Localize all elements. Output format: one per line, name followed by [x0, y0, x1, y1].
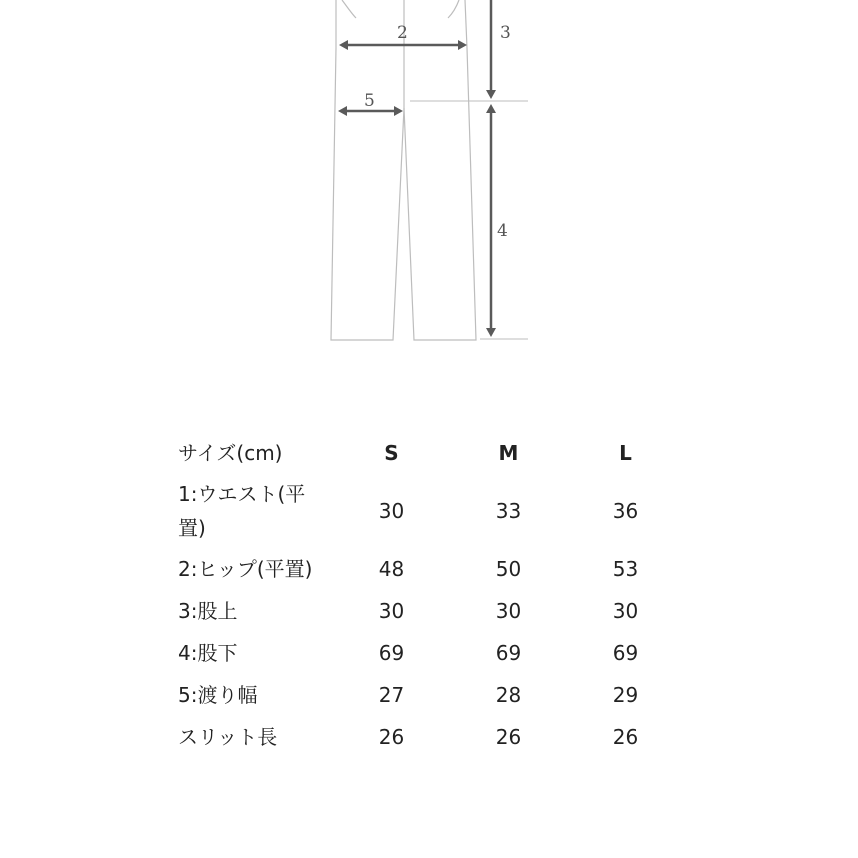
cell-slit-s: 26 — [378, 725, 405, 749]
size-unit-label: サイズ(cm) — [178, 441, 283, 465]
waist-right-detail — [448, 0, 459, 18]
table-row — [178, 674, 684, 716]
row-label-waist: 1:ウエスト(平置) — [178, 482, 306, 540]
pants-outline — [331, 0, 476, 340]
cell-waist-m: 33 — [495, 499, 522, 523]
cell-waist-s: 30 — [378, 499, 405, 523]
row-label-slit: スリット長 — [178, 725, 278, 749]
cell-thigh-l: 29 — [612, 683, 639, 707]
row-label-thigh: 5:渡り幅 — [178, 683, 258, 707]
label-3: 3 — [500, 23, 511, 43]
cell-rise-s: 30 — [378, 599, 405, 623]
cell-thigh-m: 28 — [495, 683, 522, 707]
cell-hip-m: 50 — [495, 557, 522, 581]
inseam-arrow — [486, 104, 496, 337]
table-row — [178, 548, 684, 590]
row-label-rise: 3:股上 — [178, 599, 238, 623]
column-m: M — [498, 441, 519, 465]
table-header-row — [178, 432, 684, 474]
cell-hip-s: 48 — [378, 557, 405, 581]
cell-rise-l: 30 — [612, 599, 639, 623]
cell-waist-l: 36 — [612, 499, 639, 523]
row-label-hip: 2:ヒップ(平置) — [178, 557, 313, 581]
row-label-inseam: 4:股下 — [178, 641, 238, 665]
cell-slit-l: 26 — [612, 725, 639, 749]
outer-left-edge — [331, 0, 404, 340]
label-5: 5 — [364, 91, 375, 111]
cell-inseam-s: 69 — [378, 641, 405, 665]
pants-measurement-diagram — [0, 0, 858, 360]
column-s: S — [384, 441, 399, 465]
cell-inseam-m: 69 — [495, 641, 522, 665]
cell-inseam-l: 69 — [612, 641, 639, 665]
table-row — [178, 632, 684, 674]
table-row — [178, 474, 684, 548]
cell-thigh-s: 27 — [378, 683, 405, 707]
table-row — [178, 716, 684, 758]
measurement-arrows — [338, 0, 496, 337]
label-2: 2 — [397, 23, 408, 43]
cell-hip-l: 53 — [612, 557, 639, 581]
table-row — [178, 590, 684, 632]
cell-rise-m: 30 — [495, 599, 522, 623]
size-table — [178, 432, 684, 758]
waist-left-detail — [342, 0, 356, 18]
rise-arrow — [486, 0, 496, 99]
outer-right-edge — [404, 0, 476, 340]
cell-slit-m: 26 — [495, 725, 522, 749]
column-l: L — [619, 441, 632, 465]
label-4: 4 — [497, 221, 508, 241]
